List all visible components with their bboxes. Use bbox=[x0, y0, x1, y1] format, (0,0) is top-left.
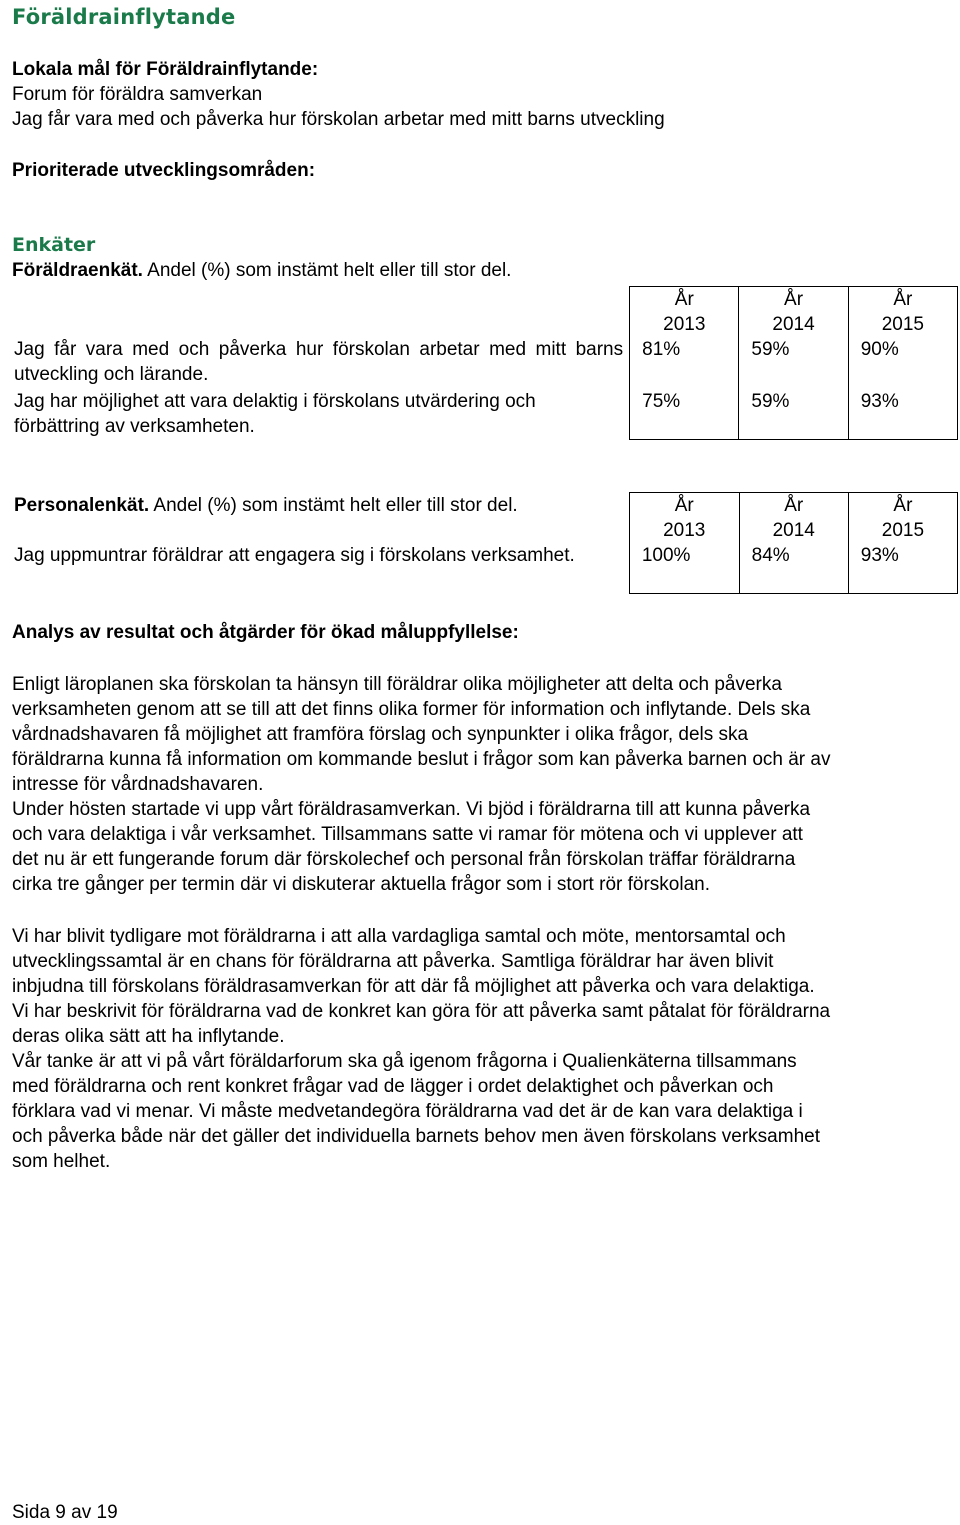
paragraph-line: Vår tanke är att vi på vårt föräldarforum ska gå igenom frågorna i Qualienkäterna tillsammans bbox=[12, 1051, 797, 1072]
year-header: År 2013 bbox=[630, 287, 739, 338]
staff-survey-table bbox=[12, 492, 958, 594]
year-header: År 2015 bbox=[848, 493, 957, 544]
year-header: År 2013 bbox=[629, 493, 739, 544]
value-cell: 59% bbox=[739, 337, 848, 389]
table-row bbox=[12, 543, 958, 593]
paragraph-line: som helhet. bbox=[12, 1151, 111, 1172]
paragraph-line: Under hösten startade vi upp vårt föräldrasamverkan. Vi bjöd i föräldrarna till att kunna påverka bbox=[12, 799, 811, 820]
paragraph-line: Enligt läroplanen ska förskolan ta hänsyn till föräldrar olika möjligheter att delta och påverka bbox=[12, 674, 782, 695]
question-cell: Jag har möjlighet att vara delaktig i förskolans utvärdering och förbättring av verksamheten. bbox=[14, 391, 536, 437]
paragraph-line: förklara vad vi menar. Vi måste medvetandegöra föräldrarna vad det är de kan vara delaktiga i bbox=[12, 1101, 803, 1122]
table-row bbox=[12, 389, 958, 439]
table-header-row bbox=[12, 287, 958, 338]
analysis-heading: Analys av resultat och åtgärder för ökad måluppfyllelse: bbox=[12, 622, 519, 643]
value-cell: 93% bbox=[848, 389, 957, 439]
question-cell: Jag uppmuntrar föräldrar att engagera sig i förskolans verksamhet. bbox=[14, 545, 575, 566]
paragraph-line: och påverka både när det gäller det individuella barnets behov men även förskolans verksamhet bbox=[12, 1126, 820, 1147]
staff-survey-title-bold: Personalenkät. bbox=[14, 494, 150, 516]
parent-survey-table bbox=[12, 286, 958, 440]
value-cell: 59% bbox=[739, 389, 848, 439]
year-header: År 2015 bbox=[848, 287, 957, 338]
paragraph-line: det nu är ett fungerande forum där förskolechef och personal från förskolan träffar föräldrarna bbox=[12, 849, 796, 870]
paragraph-line: inbjudna till förskolans föräldrasamverkan för att där få möjlighet att påverka och vara delaktiga. bbox=[12, 976, 815, 997]
parent-survey-title-rest: Andel (%) som instämt helt eller till stor del. bbox=[142, 260, 512, 281]
paragraph-line: cirka tre gånger per termin där vi diskuterar aktuella frågor som i stort rör förskolan. bbox=[12, 874, 710, 895]
value-cell: 93% bbox=[848, 543, 957, 593]
local-goals-section bbox=[12, 57, 665, 132]
paragraph-line: utvecklingssamtal är en chans för föräldrarna att påverka. Samtliga föräldrar har även blivit bbox=[12, 951, 774, 972]
analysis-paragraph bbox=[12, 924, 958, 1174]
paragraph-line: verksamheten genom att se till att det finns olika former för information och inflytande. Dels ska bbox=[12, 699, 811, 720]
local-goals-heading: Lokala mål för Föräldrainflytande: bbox=[12, 59, 319, 80]
table-header-row bbox=[12, 493, 958, 544]
paragraph-line: vårdnadshavaren få möjlighet att framföra förslag och synpunkter i olika frågor, dels ska bbox=[12, 724, 749, 745]
paragraph-line: med föräldrarna och rent konkret frågar vad de lägger i ordet delaktighet och påverkan och bbox=[12, 1076, 774, 1097]
page-title: Föräldrainflytande bbox=[12, 5, 236, 29]
value-cell: 100% bbox=[629, 543, 739, 593]
paragraph-line: Vi har blivit tydligare mot föräldrarna i att alla vardagliga samtal och möte, mentorsamtal och bbox=[12, 926, 786, 947]
local-goal-line: Forum för föräldra samverkan bbox=[12, 84, 263, 105]
parent-survey-title-bold: Föräldraenkät. bbox=[12, 260, 143, 281]
value-cell: 81% bbox=[630, 337, 739, 389]
paragraph-line: och vara delaktiga i vår verksamhet. Tillsammans satte vi ramar för mötena och vi upplever att bbox=[12, 824, 803, 845]
question-cell: Jag får vara med och påverka hur förskolan arbetar med mitt barns utveckling och lärande. bbox=[14, 339, 624, 385]
value-cell: 75% bbox=[630, 389, 739, 439]
paragraph-line: Vi har beskrivit för föräldrarna vad de konkret kan göra för att påverka samt påtalat för föräldrarna bbox=[12, 1001, 831, 1022]
staff-survey-title-rest: Andel (%) som instämt helt eller till stor del. bbox=[149, 494, 518, 516]
local-goal-line: Jag får vara med och påverka hur förskolan arbetar med mitt barns utveckling bbox=[12, 109, 665, 130]
page-footer: Sida 9 av 19 bbox=[12, 1502, 118, 1523]
table-row bbox=[12, 337, 958, 389]
priority-heading: Prioriterade utvecklingsområden: bbox=[12, 160, 316, 181]
analysis-paragraph bbox=[12, 672, 958, 897]
surveys-heading: Enkäter bbox=[12, 234, 96, 256]
parent-survey-title bbox=[12, 258, 511, 283]
year-header: År 2014 bbox=[739, 287, 848, 338]
paragraph-line: föräldrarna kunna få information om kommande beslut i frågor som kan påverka barnen och är av bbox=[12, 749, 831, 770]
value-cell: 84% bbox=[739, 543, 848, 593]
paragraph-line: intresse för vårdnadshavaren. bbox=[12, 774, 264, 795]
paragraph-line: deras olika sätt att ha inflytande. bbox=[12, 1026, 285, 1047]
year-header: År 2014 bbox=[739, 493, 848, 544]
value-cell: 90% bbox=[848, 337, 957, 389]
